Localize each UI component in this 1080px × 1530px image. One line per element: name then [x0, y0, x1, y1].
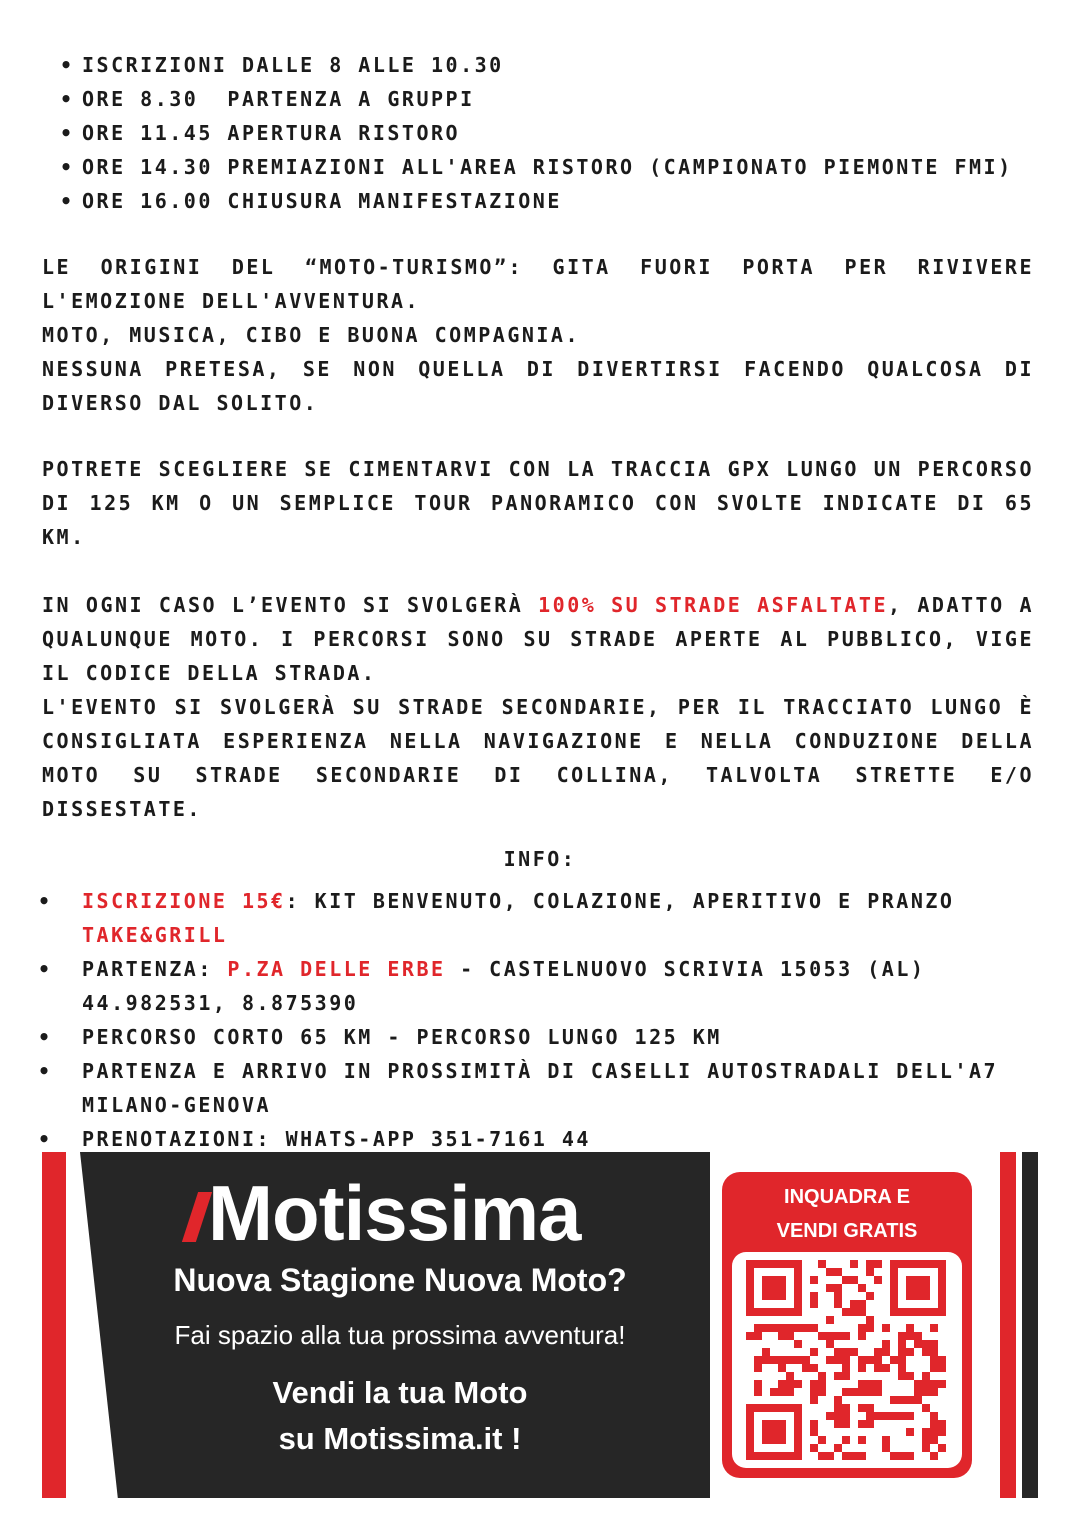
- left-stripe-gap: [66, 1152, 80, 1498]
- iscrizione-text: : KIT BENVENUTO, COLAZIONE, APERITIVO E PRANZO: [285, 889, 955, 913]
- qr-code-frame: [732, 1252, 962, 1468]
- intro-line: LE ORIGINI DEL “MOTO-TURISMO”: GITA FUORI PORTA PER RIVIVERE L'EMOZIONE DELL'AVVENTURA.: [42, 255, 1034, 313]
- qr-label: [722, 1180, 972, 1248]
- right-stripe-inner: [1000, 1152, 1016, 1498]
- roads-highlight: 100% SU STRADE ASFALTATE: [538, 593, 888, 617]
- qr-label-line: VENDI GRATIS: [776, 1220, 918, 1242]
- info-item-prenotazioni: [60, 1122, 1020, 1156]
- roads-line: [42, 588, 1034, 690]
- info-list: [60, 884, 1020, 1156]
- right-stripe-outer: [1022, 1152, 1038, 1498]
- bullet-icon: [60, 1025, 82, 1049]
- schedule-item: • ORE 16.00 CHIUSURA MANIFESTAZIONE: [60, 184, 1060, 218]
- percorso-text: PERCORSO CORTO 65 KM - PERCORSO LUNGO 125 KM: [82, 1025, 722, 1049]
- motissima-logo: [190, 1168, 670, 1258]
- schedule-item: • ORE 14.30 PREMIAZIONI ALL'AREA RISTORO (CAMPIONATO PIEMONTE FMI): [60, 150, 1060, 184]
- bullet-icon: [60, 1059, 82, 1083]
- iscrizione-label: ISCRIZIONE 15€: [82, 889, 286, 913]
- qr-card[interactable]: [722, 1172, 972, 1478]
- roads-text: IN OGNI CASO L’EVENTO SI SVOLGERÀ: [42, 593, 539, 617]
- cta-line: Vendi la tua Moto: [272, 1375, 528, 1410]
- banner-cta: [100, 1370, 700, 1462]
- schedule-item: • ORE 11.45 APERTURA RISTORO: [60, 116, 1060, 150]
- left-stripe-outer: [42, 1152, 66, 1498]
- logo-text: Motissima: [208, 1169, 581, 1257]
- routes-paragraph: POTRETE SCEGLIERE SE CIMENTARVI CON LA TRACCIA GPX LUNGO UN PERCORSO DI 125 KM O UN SEMPLICE TOUR PANORAMICO CON SVOLTE INDICATE DI 65 KM.: [42, 457, 1034, 549]
- qr-code-icon: [746, 1260, 946, 1460]
- roads-text: , ADATTO A QUALUNQUE MOTO. I PERCORSI SONO SU STRADE APERTE AL PUBBLICO, VIGE IL CODICE DELLA STRADA.: [42, 593, 1034, 685]
- bullet-icon: [60, 889, 82, 913]
- info-title: INFO:: [503, 847, 577, 871]
- banner-subline: Fai spazio alla tua prossima avventura!: [174, 1320, 626, 1350]
- bullet-icon: [60, 957, 82, 981]
- qr-label-line: INQUADRA E: [784, 1186, 910, 1208]
- partenza-label: PARTENZA:: [82, 957, 228, 981]
- iscrizione-highlight: TAKE&GRILL: [82, 923, 228, 947]
- schedule-list: [60, 48, 1060, 218]
- schedule-item: • ORE 8.30 PARTENZA A GRUPPI: [60, 82, 1060, 116]
- partenza-highlight: P.ZA DELLE ERBE: [227, 957, 446, 981]
- intro-paragraph: [42, 250, 1034, 420]
- bullet-icon: [60, 1127, 82, 1151]
- info-item-partenza: [60, 952, 1020, 1020]
- banner-headline: Nuova Stagione Nuova Moto?: [173, 1262, 627, 1298]
- prenotazioni-text: PRENOTAZIONI: WHATS-APP 351-7161 44: [82, 1127, 591, 1151]
- intro-line: NESSUNA PRETESA, SE NON QUELLA DI DIVERTIRSI FACENDO QUALCOSA DI DIVERSO DAL SOLITO.: [42, 357, 1034, 415]
- schedule-item: • ISCRIZIONI DALLE 8 ALLE 10.30: [60, 48, 1060, 82]
- intro-line: MOTO, MUSICA, CIBO E BUONA COMPAGNIA.: [42, 323, 581, 347]
- info-item-percorso: [60, 1020, 1020, 1054]
- caselli-text: PARTENZA E ARRIVO IN PROSSIMITÀ DI CASELLI AUTOSTRADALI DELL'A7 MILANO-GENOVA: [82, 1059, 999, 1117]
- cta-line: su Motissima.it !: [278, 1421, 522, 1456]
- roads-paragraph: [42, 588, 1034, 826]
- info-item-iscrizione: [60, 884, 1020, 952]
- info-item-caselli: [60, 1054, 1020, 1122]
- partenza-text: - CASTELNUOVO SCRIVIA 15053 (AL) 44.982531, 8.875390: [82, 957, 926, 1015]
- roads-line: L'EVENTO SI SVOLGERÀ SU STRADE SECONDARIE, PER IL TRACCIATO LUNGO È CONSIGLIATA ESPERIENZA NELLA NAVIGAZIONE E NELLA CONDUZIONE DELLA MOTO SU STRADE SECONDARIE DI COLLINA, TALVOLTA STRETTE E/O DISSESTATE.: [42, 695, 1034, 821]
